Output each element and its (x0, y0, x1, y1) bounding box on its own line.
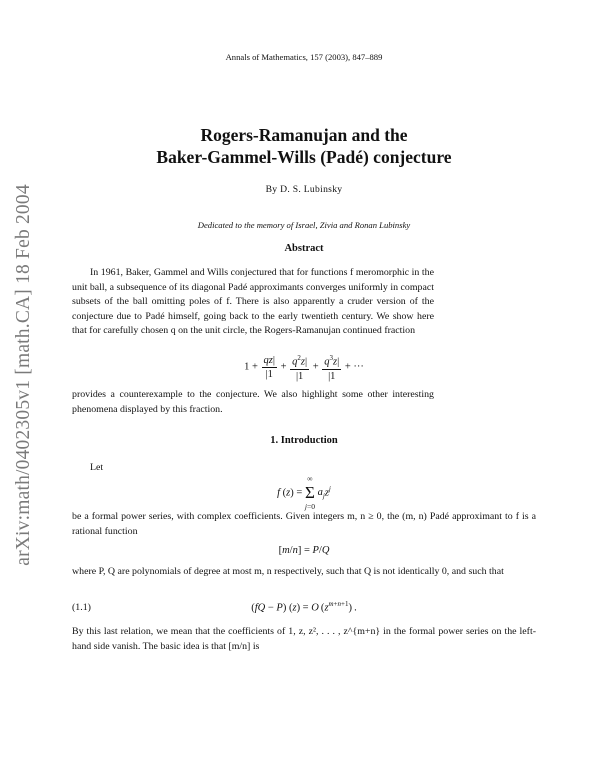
paper-title (72, 124, 536, 168)
intro-paragraph-1 (72, 510, 536, 539)
abstract-text (72, 266, 434, 339)
abstract-heading: Abstract (284, 243, 324, 254)
intro-paragraph-3 (72, 625, 536, 654)
let-word: Let (90, 462, 104, 473)
author-line: By D. S. Lubinsky (265, 184, 343, 195)
intro-paragraph-2 (72, 565, 536, 580)
continued-fraction: 1 + $\frac{qz|}{|1}$ + $\frac{q^2z|}{|1}$ + $\frac{q^3z|}{|1}$ + ··· (244, 354, 364, 382)
title-line-1: Rogers-Ramanujan and the (200, 125, 408, 145)
abstract-text-continued: provides a counterexample to the conjecture. We also highlight some other interesting phenomena displayed by this fraction. (72, 389, 434, 415)
equation-1-1: (fQ − P) (z) = O $(z^{m+n+1})$ . (251, 600, 357, 614)
journal-citation: Annals of Mathematics, 157 (2003), 847–889 (225, 52, 383, 62)
intro-text-3: By this last relation, we mean that the coefficients of 1, z, z², . . . , z^{m+n} in the formal power series on the left-hand side vanish. The basic idea is that [m/n] is (72, 626, 536, 652)
arxiv-id-text: arXiv:math/0402305v1 [math.CA] 18 Feb 2004 (13, 184, 35, 566)
intro-text-1: be a formal power series, with complex coefficients. Given integers m, n ≥ 0, the (m, n) Padé approximant to f is a rational function (72, 511, 536, 537)
section-heading: 1. Introduction (270, 435, 338, 446)
arxiv-identifier (2, 160, 46, 590)
abstract-paragraph: In 1961, Baker, Gammel and Wills conjectured that for functions f meromorphic in the unit ball, a subsequence of its diagonal Padé approximants converges uniformly in compact subsets of the ball omitting poles of f. There is also apparently a cruder version of the conjecture due to Padé himself, going back to the early twentieth century. We show here that for carefully chosen q on the unit circle, the Rogers-Ramanujan continued fraction (72, 267, 434, 337)
power-series-formula: f (z) = ∞ Σ j=0 $a_jz^j$ (277, 474, 331, 511)
dedication: Dedicated to the memory of Israel, Zivia and Ronan Lubinsky (197, 220, 411, 230)
pade-formula: [m/n] = P/Q (278, 545, 330, 556)
equation-number: (1.1) (72, 602, 91, 613)
intro-text-2: where P, Q are polynomials of degree at most m, n respectively, such that Q is not identically 0, and such that (72, 566, 504, 577)
title-line-2: Baker-Gammel-Wills (Padé) conjecture (156, 147, 452, 167)
